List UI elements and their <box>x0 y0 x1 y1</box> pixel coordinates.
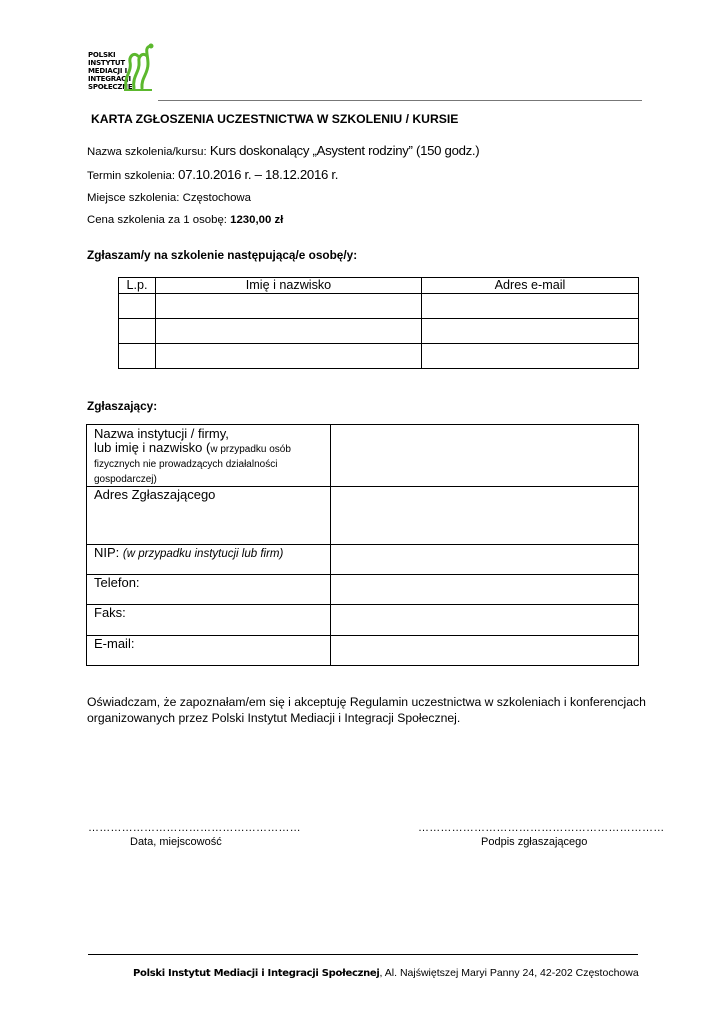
logo-line: INTEGRACJI <box>88 75 131 83</box>
applicant-nip-label <box>87 545 331 575</box>
lp-cell[interactable] <box>119 294 156 319</box>
course-price-label: Cena szkolenia za 1 osobę: <box>87 214 231 226</box>
applicant-phone-label: Telefon: <box>87 575 331 605</box>
date-place-label: Data, miejscowość <box>130 836 222 848</box>
signature-line[interactable]: ………………………………………………………… <box>418 822 665 834</box>
applicant-email-row <box>87 636 639 666</box>
footer-address: , Al. Najświętszej Maryi Panny 24, 42-202 Częstochowa <box>379 967 639 979</box>
course-price-value: 1230,00 zł <box>230 214 284 226</box>
footer <box>133 967 639 979</box>
applicant-email-field[interactable] <box>331 636 639 666</box>
date-place-line[interactable]: ………………………………………………… <box>88 822 301 834</box>
header-divider <box>158 100 642 101</box>
course-date-label: Termin szkolenia: <box>87 170 179 182</box>
applicant-address-row <box>87 487 639 545</box>
course-name-label: Nazwa szkolenia/kursu: <box>87 146 210 158</box>
name-cell[interactable] <box>156 294 422 319</box>
footer-org-name: Polski Instytut Mediacji i Integracji Społecznej <box>133 968 380 979</box>
course-name-value: Kurs doskonalący „Asystent rodziny” (150 godz.) <box>209 143 480 158</box>
declaration-text: Oświadczam, że zapoznałam/em się i akceptuję Regulamin uczestnictwa w szkoleniach i konferencjach organizowanych przez Polski Instytut Mediacji i Integracji Społecznej. <box>87 695 646 725</box>
lp-cell[interactable] <box>119 319 156 344</box>
course-name-line <box>87 143 479 158</box>
logo-emblem-icon <box>122 42 156 94</box>
course-price-line <box>87 214 283 226</box>
nip-note: (w przypadku instytucji lub firm) <box>122 548 284 560</box>
column-header-email: Adres e-mail <box>422 278 639 294</box>
applicant-fax-field[interactable] <box>331 605 639 636</box>
applicant-name-line1: Nazwa instytucji / firmy, <box>94 426 229 441</box>
email-cell[interactable] <box>422 319 639 344</box>
organization-logo <box>86 42 156 94</box>
table-row <box>119 319 639 344</box>
column-header-lp: L.p. <box>119 278 156 294</box>
footer-divider <box>88 954 638 955</box>
email-cell[interactable] <box>422 344 639 369</box>
nip-label: NIP: <box>94 545 123 560</box>
course-date-line <box>87 167 338 182</box>
table-row <box>119 344 639 369</box>
applicant-fax-label: Faks: <box>87 605 331 636</box>
table-header-row <box>119 278 639 294</box>
column-header-name: Imię i nazwisko <box>156 278 422 294</box>
applicant-address-label: Adres Zgłaszającego <box>87 487 331 545</box>
signature-label: Podpis zgłaszającego <box>481 836 588 848</box>
participants-heading: Zgłaszam/y na szkolenie następującą/e osobę/y: <box>87 248 358 262</box>
applicant-name-field[interactable] <box>331 425 639 487</box>
course-date-value: 07.10.2016 r. – 18.12.2016 r. <box>178 167 339 182</box>
name-cell[interactable] <box>156 344 422 369</box>
email-cell[interactable] <box>422 294 639 319</box>
logo-line: MEDIACJI I <box>88 67 127 75</box>
applicant-name-note: w przypadku osób fizycznych nie prowadzących działalności gospodarczej) <box>94 444 291 485</box>
applicant-name-line2: lub imię i nazwisko ( <box>94 440 211 455</box>
applicant-phone-field[interactable] <box>331 575 639 605</box>
applicant-nip-row <box>87 545 639 575</box>
applicant-name-row <box>87 425 639 487</box>
logo-line: SPOŁECZNEJ <box>88 83 135 91</box>
applicant-nip-field[interactable] <box>331 545 639 575</box>
applicant-phone-row <box>87 575 639 605</box>
applicant-fax-row <box>87 605 639 636</box>
table-row <box>119 294 639 319</box>
logo-line: INSTYTUT <box>88 59 125 67</box>
applicant-email-label: E-mail: <box>87 636 331 666</box>
applicant-address-field[interactable] <box>331 487 639 545</box>
logo-line: POLSKI <box>88 51 116 59</box>
course-place: Miejsce szkolenia: Częstochowa <box>87 192 251 204</box>
applicant-heading: Zgłaszający: <box>87 399 158 413</box>
applicant-table <box>86 424 639 666</box>
lp-cell[interactable] <box>119 344 156 369</box>
name-cell[interactable] <box>156 319 422 344</box>
form-title: KARTA ZGŁOSZENIA UCZESTNICTWA W SZKOLENIU / KURSIE <box>91 112 459 126</box>
applicant-name-label <box>87 425 331 487</box>
participants-table <box>118 277 639 369</box>
